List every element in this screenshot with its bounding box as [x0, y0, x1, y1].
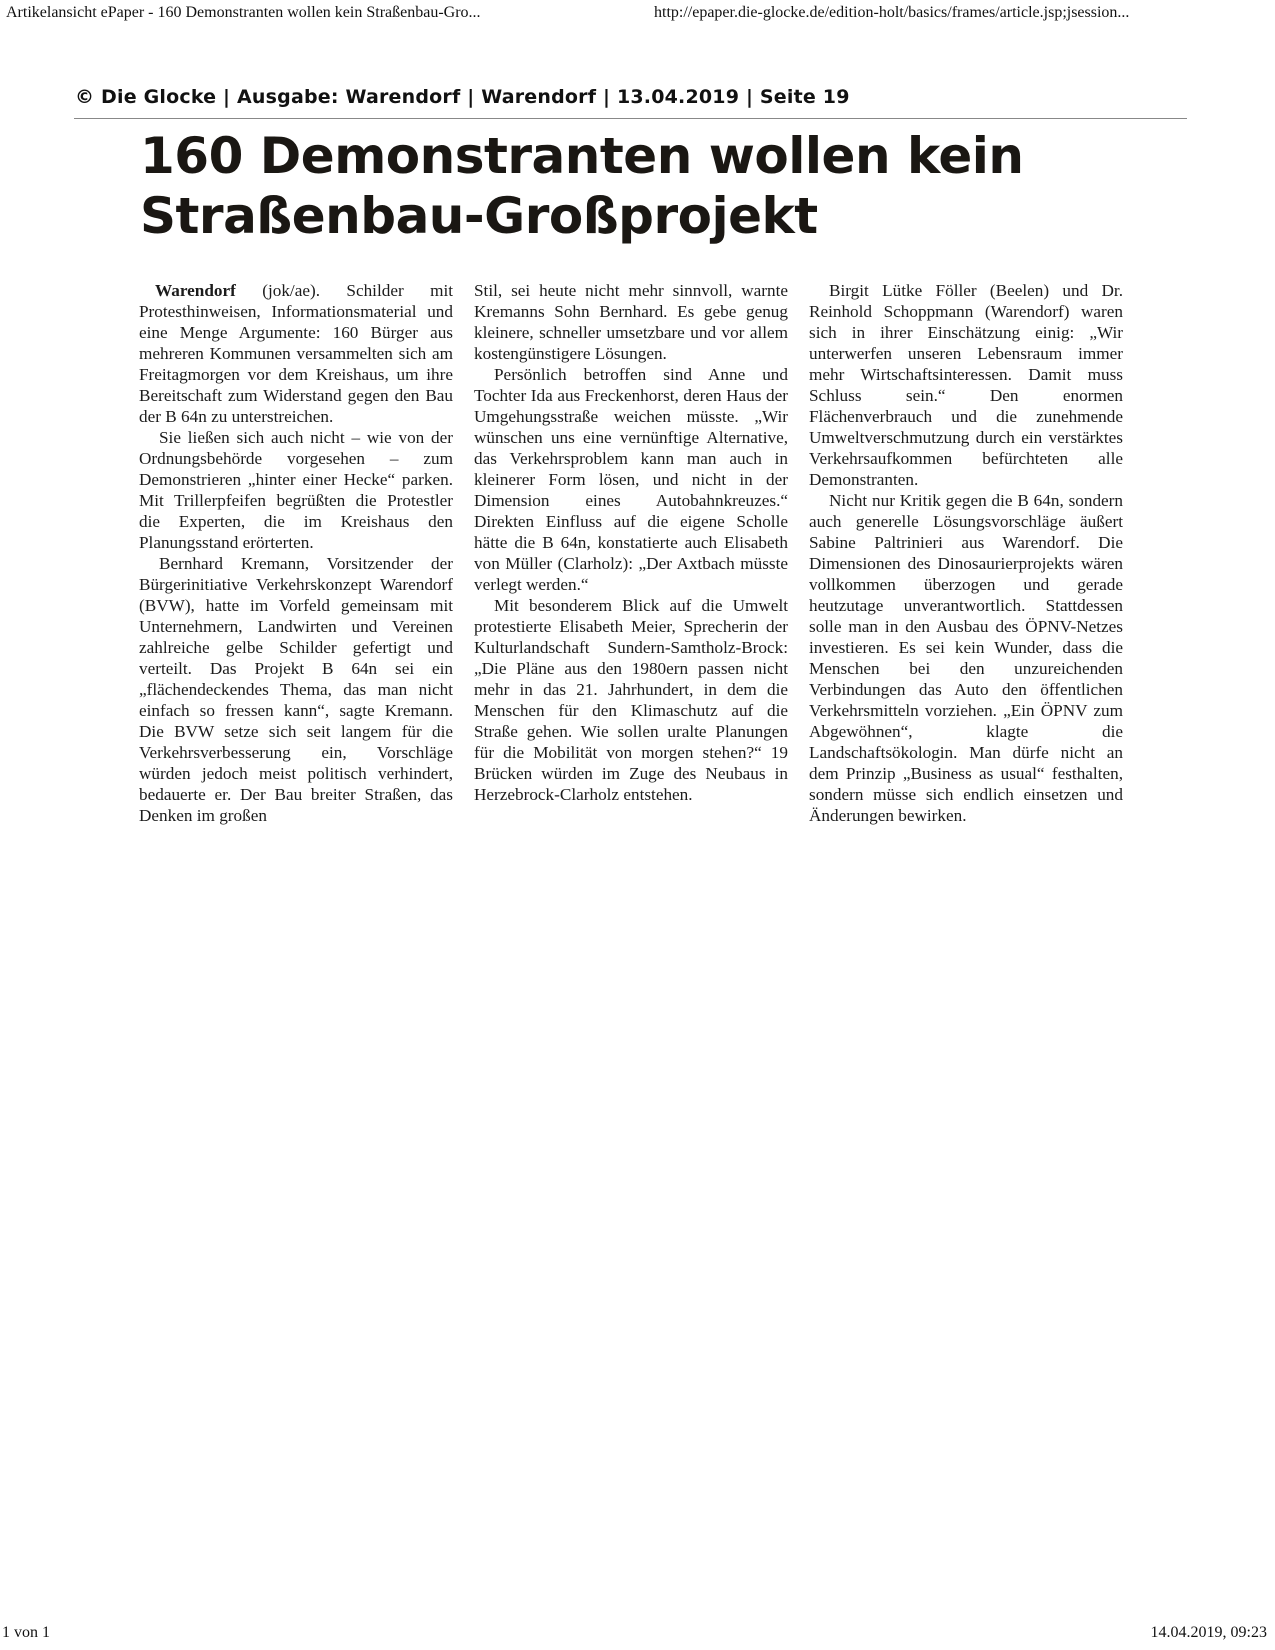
article-headline: 160 Demonstranten wollen kein Straßenbau-Großprojekt — [140, 127, 1024, 245]
print-header-title: Artikelansicht ePaper - 160 Demonstranten wollen kein Straßenbau-Gro... — [6, 4, 481, 21]
article-dateline: Warendorf — [155, 281, 236, 300]
print-footer-timestamp: 14.04.2019, 09:23 — [1150, 1624, 1267, 1641]
print-header-url: http://epaper.die-glocke.de/edition-holt/basics/frames/article.jsp;jsession... — [654, 4, 1130, 21]
article-column-2 — [474, 280, 788, 826]
article-paragraph: Mit besonderem Blick auf die Umwelt protestierte Elisabeth Meier, Sprecherin der Kulturlandschaft Sundern-Samtholz-Brock: „Die Pläne aus den 1980ern passen nicht mehr in das 21. Jahrhundert, in dem die Menschen für den Klimaschutz auf die Straße gehen. Wie sollen uralte Planungen für die Mobilität von morgen stehen?“ 19 Brücken würden im Zuge des Neubaus in Herzebrock-Clarholz entstehen. — [474, 596, 788, 804]
article-paragraph: Nicht nur Kritik gegen die B 64n, sondern auch generelle Lösungsvorschläge äußert Sabine Paltrinieri aus Warendorf. Die Dimensionen des Dinosaurierprojekts wären vollkommen überzogen und gerade heutzutage unverantwortlich. Stattdessen solle man in den Ausbau des ÖPNV-Netzes investieren. Es sei kein Wunder, dass die Menschen bei den unzureichenden Verbindungen das Auto den öffentlichen Verkehrsmitteln vorziehen. „Ein ÖPNV zum Abgewöhnen“, klagte die Landschaftsökologin. Man dürfe nicht an dem Prinzip „Business as usual“ festhalten, sondern müsse sich endlich einsetzen und Änderungen bewirken. — [809, 491, 1123, 825]
article-column-3 — [809, 280, 1123, 826]
article-paragraph-continued: Stil, sei heute nicht mehr sinnvoll, warnte Kremanns Sohn Bernhard. Es gebe genug kleinere, schneller umsetzbare und vor allem kostengünstigere Lösungen. — [474, 281, 788, 363]
article-paragraph: Birgit Lütke Föller (Beelen) und Dr. Reinhold Schoppmann (Warendorf) waren sich in ihrer Einschätzung einig: „Wir unterwerfen unseren Lebensraum immer mehr Wirtschaftsinteressen. Damit muss Schluss sein.“ Den enormen Flächenverbrauch und die zunehmende Umweltverschmutzung durch ein verstärktes Verkehrsaufkommen befürchteten alle Demonstranten. — [809, 281, 1123, 489]
article-paragraph: Persönlich betroffen sind Anne und Tochter Ida aus Freckenhorst, deren Haus der Umgehungsstraße weichen müsste. „Wir wünschen uns eine vernünftige Alternative, das Verkehrsproblem kann man auch in kleinerer Form lösen, und nicht in der Dimension eines Autobahnkreuzes.“ Direkten Einfluss auf die eigene Scholle hätte die B 64n, konstatierte auch Elisabeth von Müller (Clarholz): „Der Axtbach müsste verlegt werden.“ — [474, 365, 788, 594]
source-line: © Die Glocke | Ausgabe: Warendorf | Warendorf | 13.04.2019 | Seite 19 — [75, 86, 850, 108]
print-footer-page-count: 1 von 1 — [2, 1624, 50, 1641]
article-paragraph: Sie ließen sich auch nicht – wie von der Ordnungsbehörde vorgesehen – zum Demonstrieren „hinter einer Hecke“ parken. Mit Trillerpfeifen begrüßten die Protestler die Experten, die im Kreishaus den Planungsstand erörterten. — [139, 428, 453, 552]
header-rule — [74, 118, 1187, 119]
article-paragraph: Bernhard Kremann, Vorsitzender der Bürgerinitiative Verkehrskonzept Warendorf (BVW), hatte im Vorfeld gemeinsam mit Unternehmern, Landwirten und Vereinen zahlreiche gelbe Schilder gefertigt und verteilt. Das Projekt B 64n sei ein „flächendeckendes Thema, das man nicht einfach so fressen kann“, sagte Kremann. Die BVW setze sich seit langem für die Verkehrsverbesserung ein, Vorschläge würden jedoch meist politisch verhindert, bedauerte er. Der Bau breiter Straßen, das Denken im großen — [139, 554, 453, 825]
article-paragraph — [139, 280, 453, 427]
article-paragraph-text: (jok/ae). Schilder mit Protesthinweisen, Informationsmaterial und eine Menge Argumente: 160 Bürger aus mehreren Kommunen versammelten sich am Freitagmorgen vor dem Kreishaus, um ihre Bereitschaft zum Widerstand gegen den Bau der B 64n zu unterstreichen. — [139, 281, 453, 426]
article-body — [139, 280, 1123, 826]
article-column-1 — [139, 280, 453, 826]
